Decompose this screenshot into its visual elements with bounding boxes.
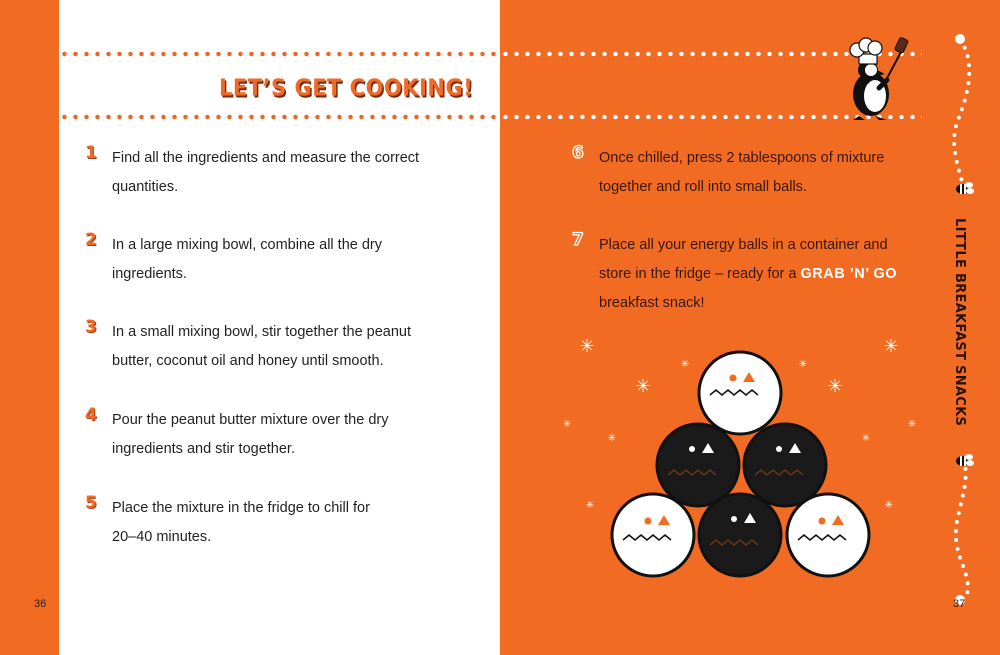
step-text xyxy=(599,231,969,318)
step-line: Once chilled, press 2 tablespoons of mixture xyxy=(599,150,885,166)
step-line: ingredients. xyxy=(112,266,187,282)
top-dotted-divider xyxy=(59,51,500,57)
svg-text:✳: ✳ xyxy=(585,500,595,511)
step-line-text: store in the fridge – ready for a xyxy=(599,266,801,282)
step-text xyxy=(599,144,969,202)
step-1 xyxy=(85,143,482,202)
step-line: Place all your energy balls in a container and xyxy=(599,237,888,253)
svg-text:✳: ✳ xyxy=(562,419,572,430)
step-text xyxy=(112,144,482,202)
svg-text:✳: ✳ xyxy=(883,336,899,357)
step-number: 7 xyxy=(572,230,584,250)
step-number: 5 xyxy=(85,493,97,513)
svg-text:✳: ✳ xyxy=(579,336,595,357)
step-number: 3 xyxy=(85,317,97,337)
step-3 xyxy=(85,317,482,376)
step-text xyxy=(112,406,482,464)
svg-text:✳: ✳ xyxy=(680,359,690,370)
svg-text:✳: ✳ xyxy=(635,376,651,397)
step-line: Pour the peanut butter mixture over the dry xyxy=(112,412,389,428)
page-number-right: 37 xyxy=(953,598,966,610)
penguin-chef-icon xyxy=(835,30,915,125)
svg-text:✳: ✳ xyxy=(907,419,917,430)
left-page xyxy=(59,0,500,655)
step-line: Find all the ingredients and measure the correct xyxy=(112,150,420,166)
step-2 xyxy=(85,230,482,289)
bottom-dotted-divider xyxy=(59,114,500,120)
svg-text:✳: ✳ xyxy=(607,433,617,444)
grab-n-go-highlight: GRAB ’N’ GO xyxy=(800,266,898,282)
page-title: LET’S GET COOKING! xyxy=(219,74,474,102)
step-number: 4 xyxy=(85,405,97,425)
svg-text:✳: ✳ xyxy=(884,500,894,511)
step-5 xyxy=(85,493,482,552)
step-line: butter, coconut oil and honey until smooth. xyxy=(112,353,384,369)
step-line: breakfast snack! xyxy=(599,295,705,311)
step-number: 6 xyxy=(572,143,584,163)
step-line: quantities. xyxy=(112,179,179,195)
step-line: Place the mixture in the fridge to chill for xyxy=(112,500,370,516)
step-text xyxy=(112,318,482,376)
step-4 xyxy=(85,405,482,464)
section-title-text: LITTLE BREAKFAST SNACKS xyxy=(952,218,967,427)
svg-text:✳: ✳ xyxy=(861,433,871,444)
step-line: together and roll into small balls. xyxy=(599,179,807,195)
bee-icon xyxy=(954,452,976,468)
bee-icon xyxy=(954,180,976,196)
step-text xyxy=(112,494,482,552)
step-6 xyxy=(572,143,969,202)
step-7 xyxy=(572,230,969,318)
step-line: ingredients and stir together. xyxy=(112,441,295,457)
step-text xyxy=(112,231,482,289)
left-margin-strip xyxy=(0,0,59,655)
section-title-vertical xyxy=(950,218,968,438)
step-line: In a small mixing bowl, stir together the peanut xyxy=(112,324,412,340)
step-number: 1 xyxy=(85,143,97,163)
energy-balls-pyramid xyxy=(560,330,920,590)
step-number: 2 xyxy=(85,230,97,250)
svg-text:✳: ✳ xyxy=(827,376,843,397)
page-number-left: 36 xyxy=(34,598,47,610)
step-line: In a large mixing bowl, combine all the dry xyxy=(112,237,382,253)
svg-text:✳: ✳ xyxy=(798,359,808,370)
step-line: 20–40 minutes. xyxy=(112,529,212,545)
step-line xyxy=(599,260,969,289)
